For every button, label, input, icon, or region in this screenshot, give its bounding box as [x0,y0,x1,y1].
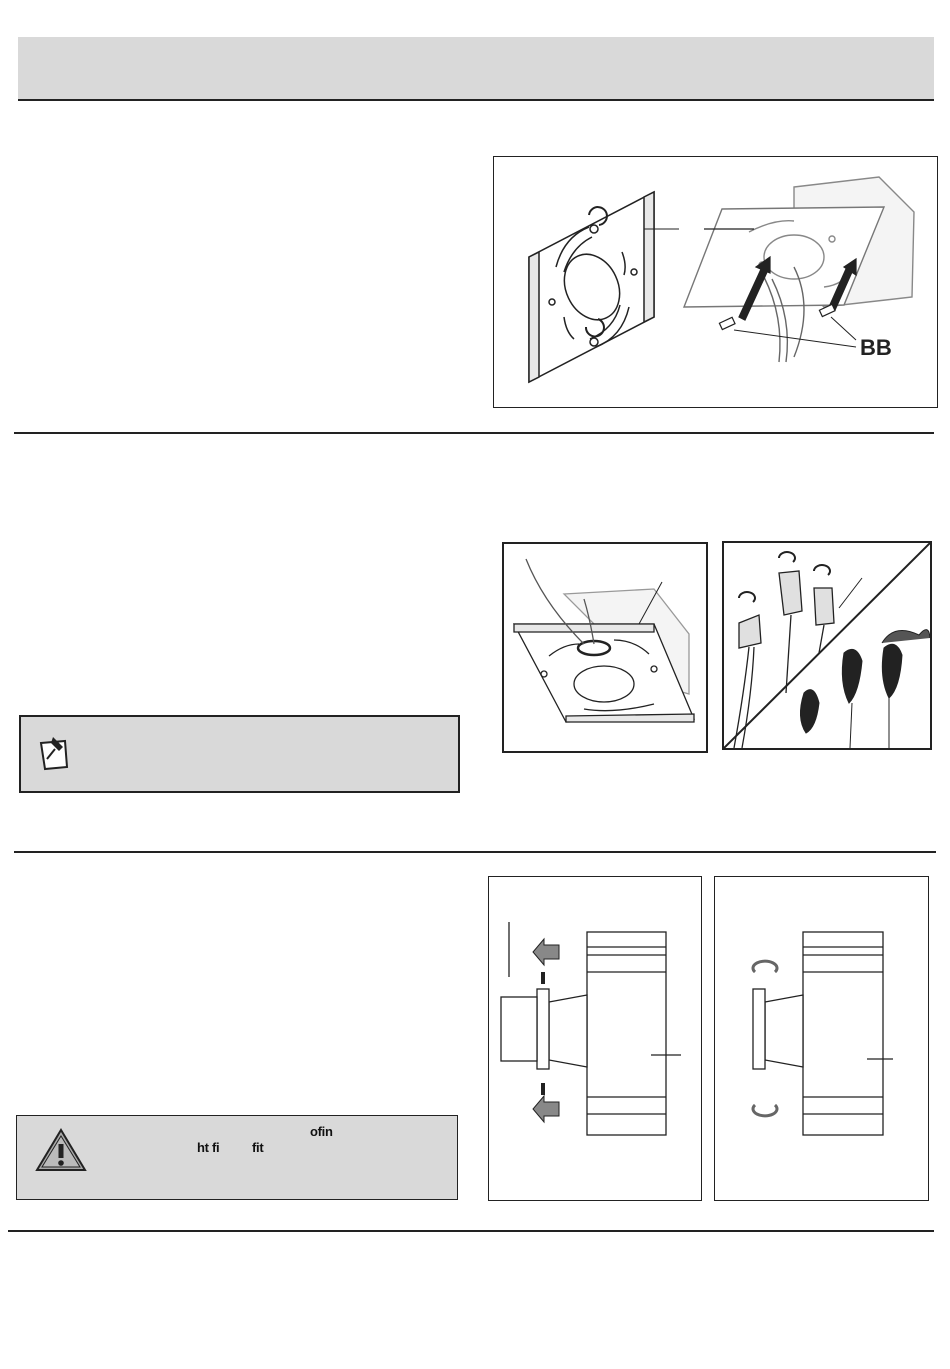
warning-text-fragment-2: ht fi [197,1140,220,1155]
canopy-rotate-diagram [715,877,928,1200]
page-header-bar [18,37,934,101]
wire-nut-diagram [724,543,930,748]
canopy-removal-diagram [489,877,701,1200]
section-divider-1 [14,432,934,434]
section-divider-3 [8,1230,934,1232]
wire-nut-figure [722,541,932,750]
warning-text-fragment-1: ofin [310,1124,333,1139]
callout-bb: BB [860,335,892,360]
warning-box [16,1115,458,1200]
pushpin-note-icon [35,733,75,773]
wire-feed-figure [502,542,708,753]
wire-feed-diagram [504,544,706,751]
mounting-bracket-diagram [494,157,937,407]
warning-text-fragment-3: fit [252,1140,264,1155]
mounting-bracket-figure [493,156,938,408]
canopy-removal-figure [488,876,702,1201]
note-box [19,715,460,793]
section-divider-2 [14,851,936,853]
warning-triangle-icon [35,1128,87,1172]
canopy-rotate-figure [714,876,929,1201]
